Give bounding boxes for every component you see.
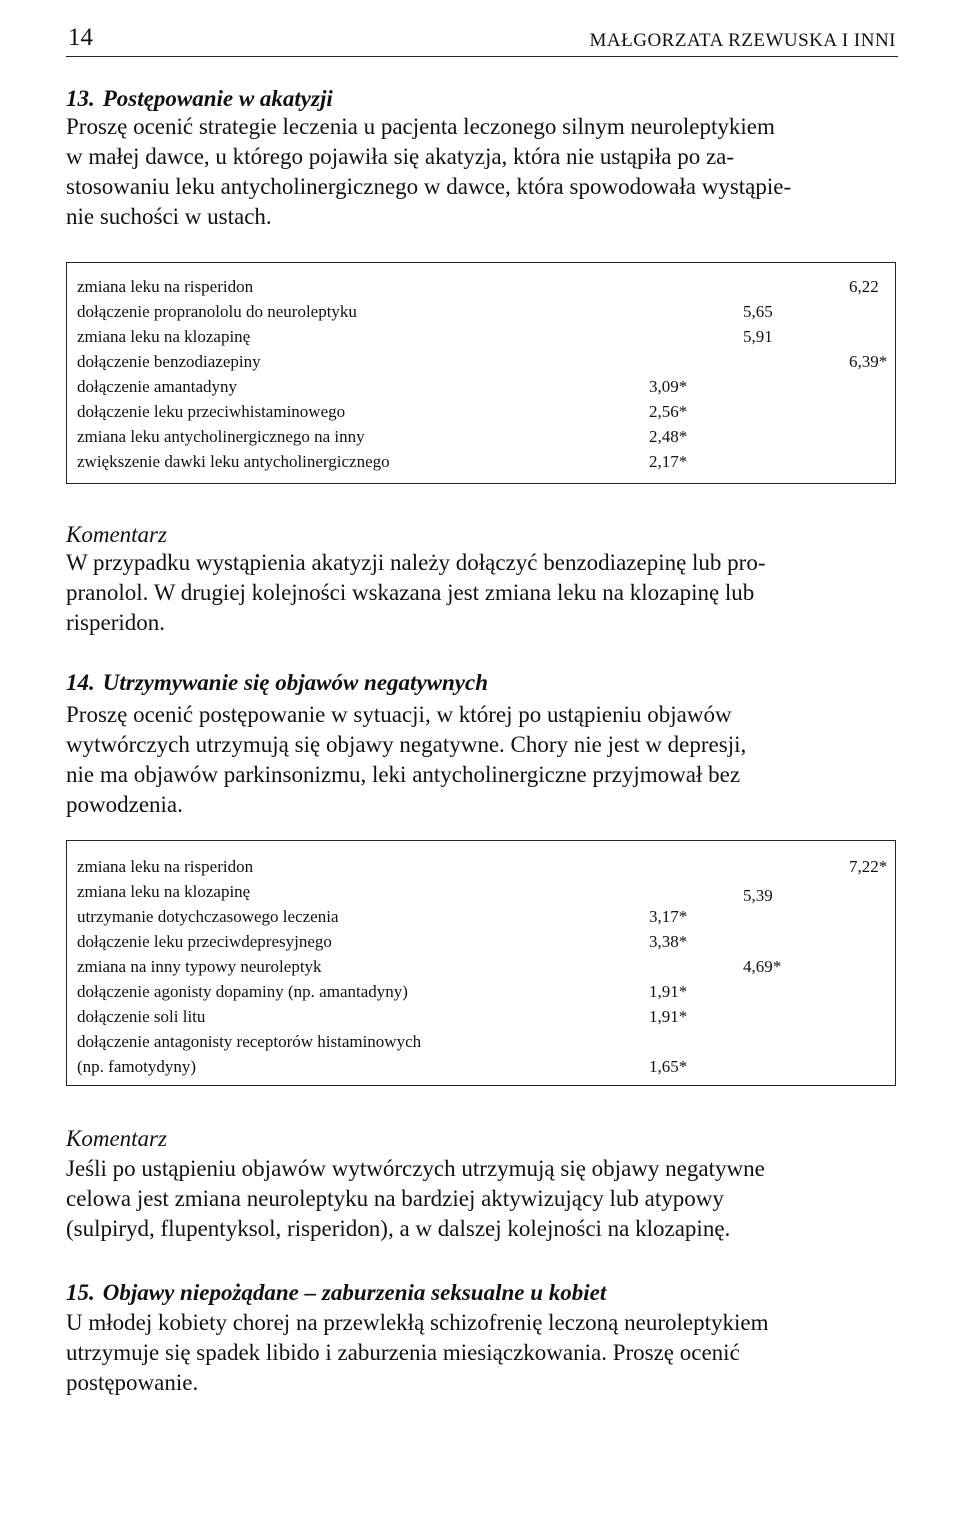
- running-head: MAŁGORZATA RZEWUSKA I INNI: [589, 30, 896, 51]
- option-label: (np. famotydyny): [77, 1057, 196, 1076]
- section-14-question: [66, 700, 896, 820]
- section-15-heading: [66, 1278, 896, 1308]
- text-line: utrzymuje się spadek libido i zaburzenia miesiączkowania. Proszę ocenić: [66, 1340, 740, 1365]
- text-line: Jeśli po ustąpieniu objawów wytwórczych utrzymują się objawy negatywne: [66, 1156, 765, 1181]
- score-col-1: 1,65*: [649, 1057, 688, 1076]
- table-row: [77, 1057, 885, 1081]
- table-row: [77, 857, 888, 881]
- comment-label-13: Komentarz: [66, 522, 167, 547]
- score-col-1: 2,56*: [649, 402, 688, 421]
- option-label: dołączenie agonisty dopaminy (np. amantadyny): [77, 982, 408, 1001]
- table-row: [77, 1007, 885, 1031]
- score-col-1: 1,91*: [649, 1007, 688, 1026]
- score-col-2: 4,69*: [743, 957, 782, 976]
- table-row: [77, 982, 885, 1006]
- score-col-2: 5,91: [743, 327, 773, 346]
- option-label: dołączenie leku przeciwhistaminowego: [77, 402, 346, 421]
- text-line: postępowanie.: [66, 1370, 199, 1395]
- section-14-heading: [66, 668, 896, 698]
- score-col-1: 3,09*: [649, 377, 688, 396]
- score-col-3: 6,39*: [849, 352, 888, 371]
- score-col-3: 7,22*: [849, 857, 888, 876]
- option-label: utrzymanie dotychczasowego leczenia: [77, 907, 339, 926]
- text-line: powodzenia.: [66, 792, 183, 817]
- score-col-1: 3,17*: [649, 907, 688, 926]
- text-line: W przypadku wystąpienia akatyzji należy dołączyć benzodiazepinę lub pro-: [66, 550, 766, 575]
- option-label: zmiana leku na risperidon: [77, 857, 254, 876]
- text-line: Proszę ocenić strategie leczenia u pacjenta leczonego silnym neuroleptykiem: [66, 114, 775, 139]
- table-row: [77, 302, 885, 326]
- score-col-1: 1,91*: [649, 982, 688, 1001]
- text-line: nie ma objawów parkinsonizmu, leki antycholinergiczne przyjmował bez: [66, 762, 741, 787]
- table-row: [77, 377, 885, 401]
- text-line: nie suchości w ustach.: [66, 204, 272, 229]
- option-label: dołączenie benzodiazepiny: [77, 352, 261, 371]
- comment-14: [66, 1154, 896, 1244]
- option-label: dołączenie propranololu do neuroleptyku: [77, 302, 357, 321]
- table-row: [77, 277, 885, 301]
- ratings-table-14: [66, 840, 896, 1086]
- section-14-number: 14.: [66, 670, 95, 695]
- option-label: zmiana leku na risperidon: [77, 277, 254, 296]
- text-line: w małej dawce, u którego pojawiła się akatyzja, która nie ustąpiła po za-: [66, 144, 735, 169]
- page-header: [66, 22, 898, 57]
- table-row: [77, 452, 885, 476]
- table-row: [77, 1032, 885, 1056]
- option-label: zmiana leku na klozapinę: [77, 882, 251, 901]
- table-row: [77, 882, 885, 906]
- text-line: stosowaniu leku antycholinergicznego w dawce, która spowodowała wystąpie-: [66, 174, 792, 199]
- section-13-heading: [66, 84, 896, 114]
- section-13-title: Postępowanie w akatyzji: [102, 86, 333, 111]
- page-number: 14: [68, 24, 93, 51]
- option-label: dołączenie antagonisty receptorów histaminowych: [77, 1032, 422, 1051]
- table-row: [77, 932, 885, 956]
- option-label: zmiana na inny typowy neuroleptyk: [77, 957, 322, 976]
- section-15-question: [66, 1308, 896, 1398]
- option-label: zwiększenie dawki leku antycholinergicznego: [77, 452, 390, 471]
- section-15-title: Objawy niepożądane – zaburzenia seksualne u kobiet: [102, 1280, 607, 1305]
- option-label: dołączenie amantadyny: [77, 377, 238, 396]
- table-row: [77, 427, 885, 451]
- section-14-title: Utrzymywanie się objawów negatywnych: [102, 670, 488, 695]
- table-row: [77, 352, 888, 376]
- score-col-3: 6,22: [849, 277, 879, 296]
- option-label: zmiana leku antycholinergicznego na inny: [77, 427, 365, 446]
- table-row: [77, 957, 885, 981]
- comment-13: [66, 548, 896, 638]
- text-line: Proszę ocenić postępowanie w sytuacji, w której po ustąpieniu objawów: [66, 702, 732, 727]
- table-row: [77, 907, 885, 931]
- section-13-question: [66, 112, 896, 232]
- table-row: [77, 327, 885, 351]
- text-line: U młodej kobiety chorej na przewlekłą schizofrenię leczoną neuroleptykiem: [66, 1310, 769, 1335]
- text-line: pranolol. W drugiej kolejności wskazana jest zmiana leku na klozapinę lub: [66, 580, 755, 605]
- option-label: zmiana leku na klozapinę: [77, 327, 251, 346]
- text-line: risperidon.: [66, 610, 166, 635]
- text-line: wytwórczych utrzymują się objawy negatywne. Chory nie jest w depresji,: [66, 732, 747, 757]
- score-col-1: 3,38*: [649, 932, 688, 951]
- text-line: celowa jest zmiana neuroleptyku na bardziej aktywizujący lub atypowy: [66, 1186, 724, 1211]
- ratings-table-13: [66, 262, 896, 484]
- score-col-1: 2,48*: [649, 427, 688, 446]
- table-row: [77, 402, 885, 426]
- score-col-1: 2,17*: [649, 452, 688, 471]
- text-line: (sulpiryd, flupentyksol, risperidon), a w dalszej kolejności na klozapinę.: [66, 1216, 731, 1241]
- option-label: dołączenie leku przeciwdepresyjnego: [77, 932, 332, 951]
- section-15-number: 15.: [66, 1280, 95, 1305]
- score-col-2: 5,39: [743, 886, 773, 905]
- section-13-number: 13.: [66, 86, 95, 111]
- score-col-2: 5,65: [743, 302, 773, 321]
- comment-label-14: Komentarz: [66, 1126, 167, 1151]
- option-label: dołączenie soli litu: [77, 1007, 206, 1026]
